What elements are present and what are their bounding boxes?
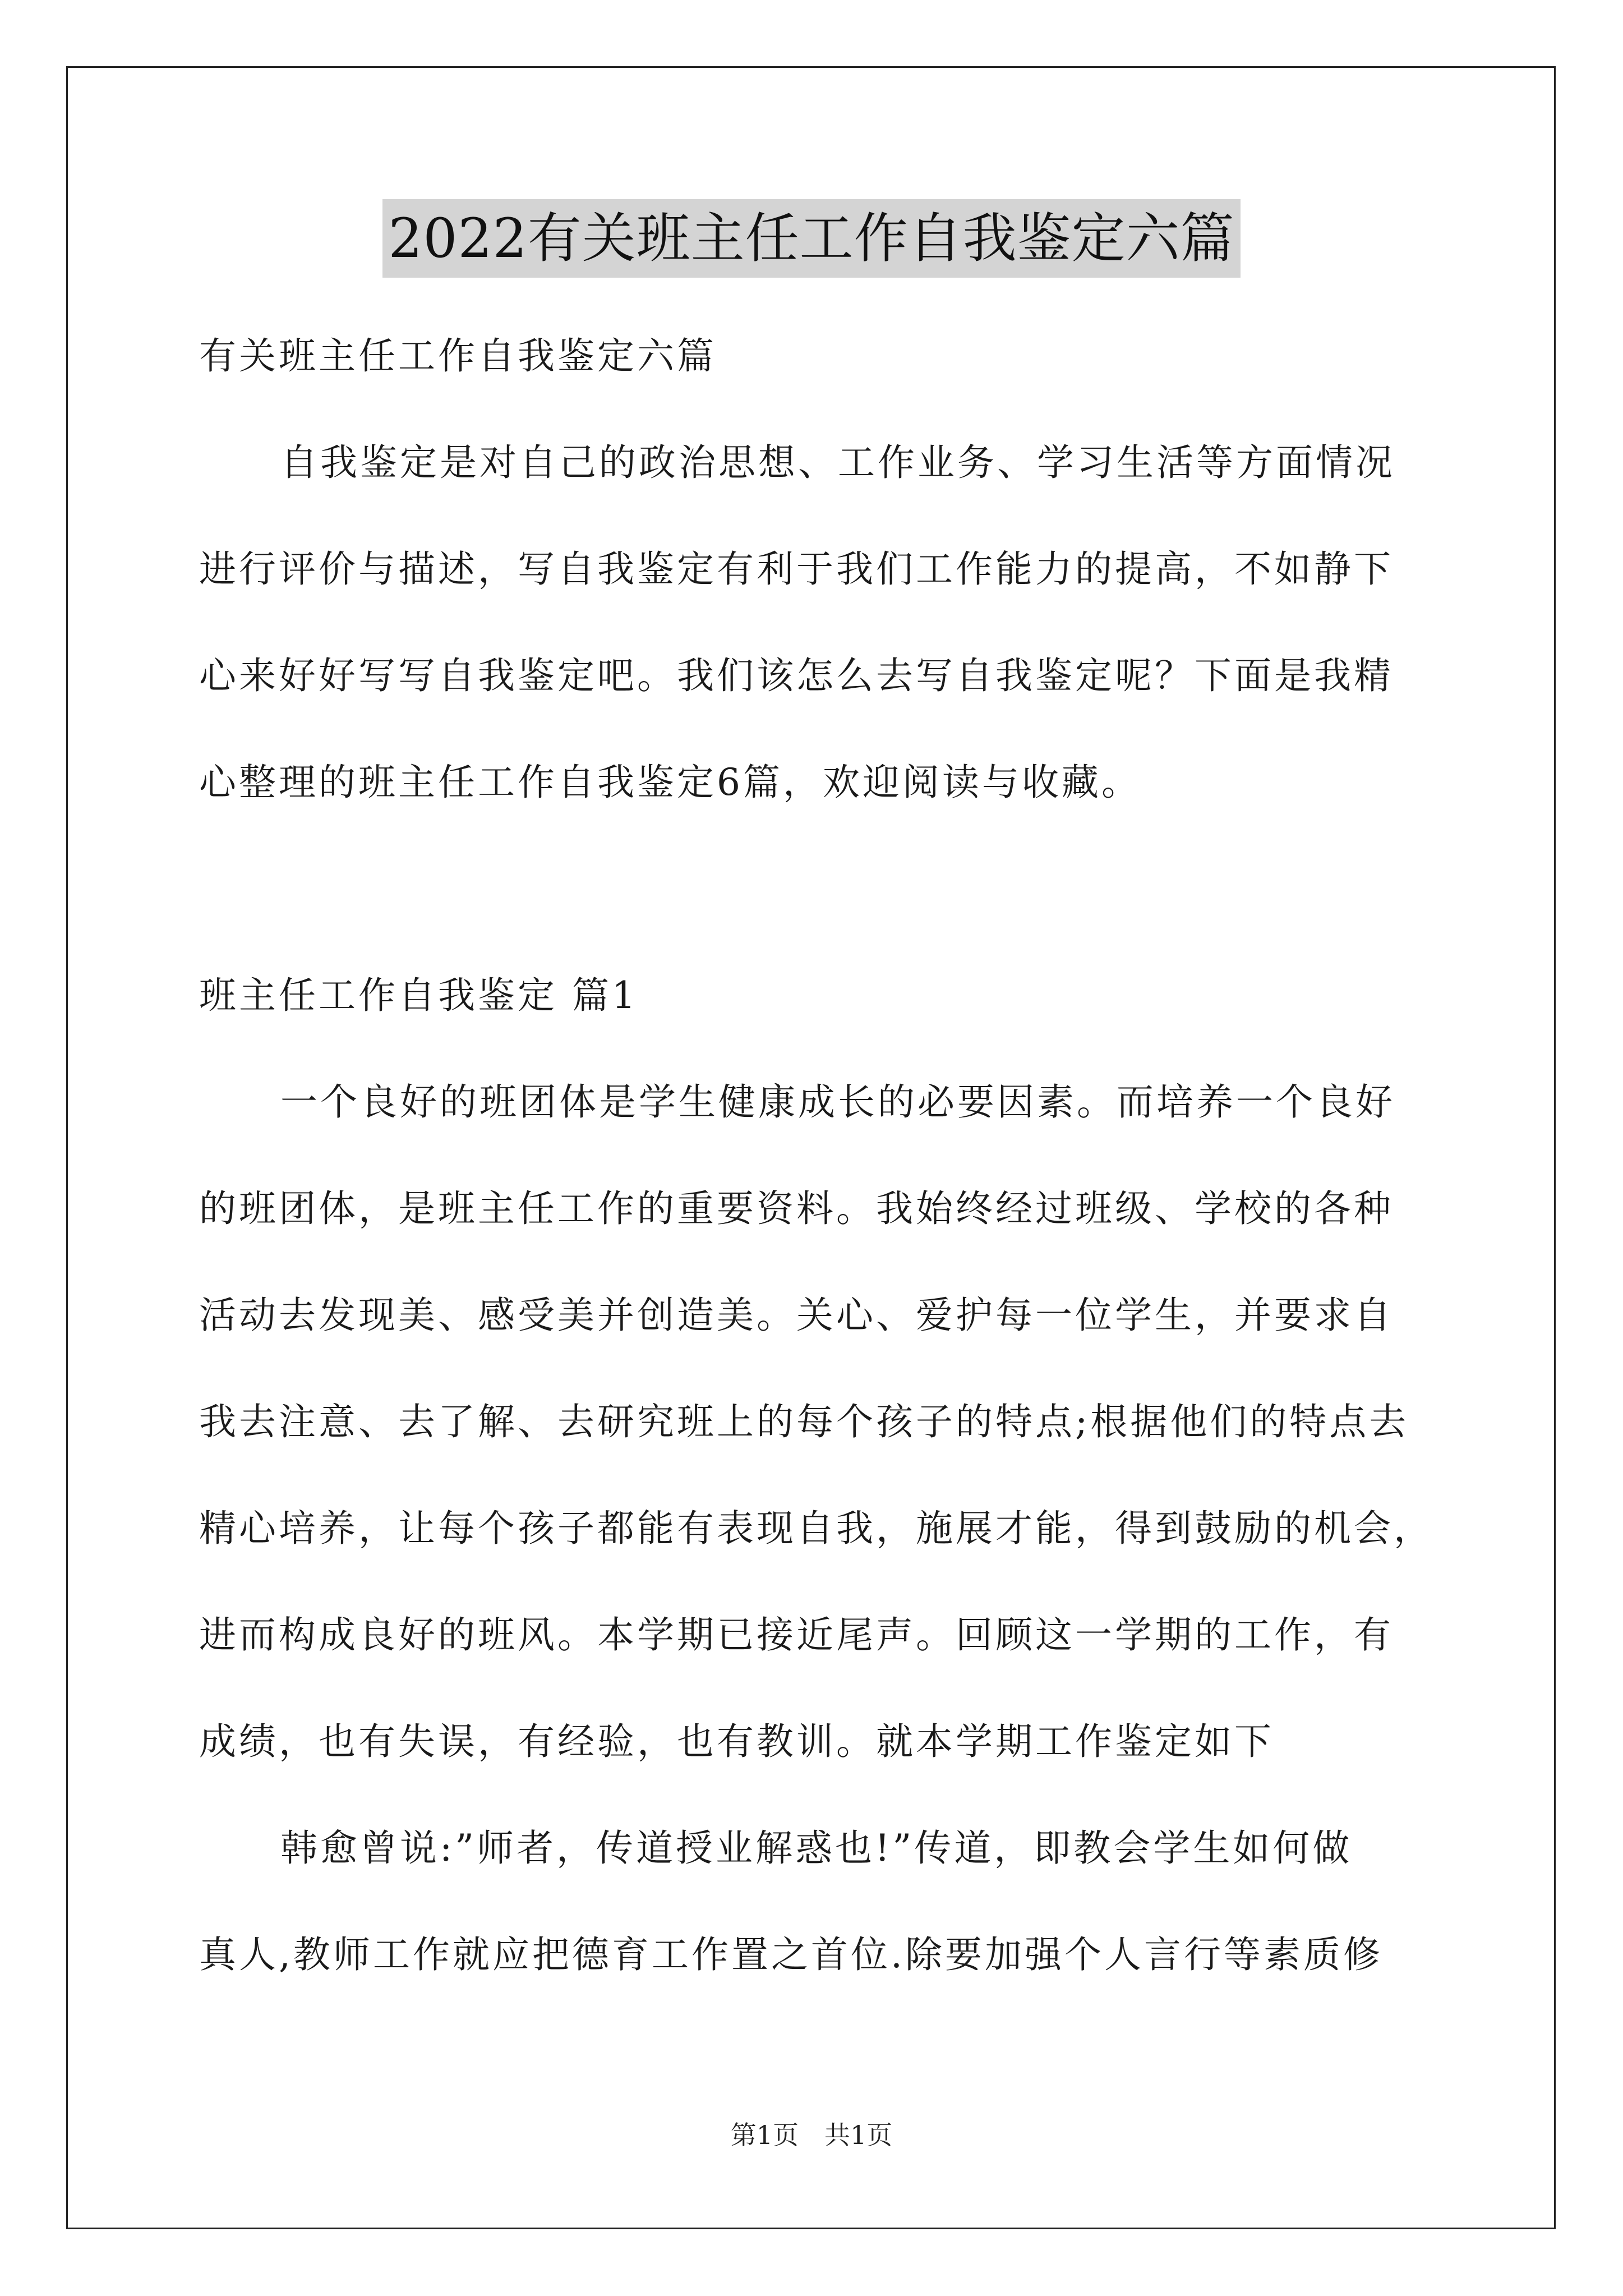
intro-line: 心来好好写写自我鉴定吧。我们该怎么去写自我鉴定呢？下面是我精 (199, 654, 1394, 697)
paragraph-line: 我去注意、去了解、去研究班上的每个孩子的特点;根据他们的特点去 (199, 1400, 1409, 1443)
paragraph-line: 成绩，也有失误，有经验，也有教训。就本学期工作鉴定如下 (199, 1720, 1274, 1763)
title-container (0, 199, 1623, 278)
document-title: 2022有关班主任工作自我鉴定六篇 (382, 199, 1240, 278)
paragraph-line: 一个良好的班团体是学生健康成长的必要因素。而培养一个良好 (280, 1080, 1395, 1124)
intro-line: 心整理的班主任工作自我鉴定6篇，欢迎阅读与收藏。 (199, 761, 1141, 804)
document-subtitle: 有关班主任工作自我鉴定六篇 (199, 334, 717, 378)
paragraph-line: 精心培养，让每个孩子都能有表现自我，施展才能，得到鼓励的机会， (199, 1507, 1433, 1550)
section-heading: 班主任工作自我鉴定 篇1 (199, 974, 638, 1017)
intro-line: 自我鉴定是对自己的政治思想、工作业务、学习生活等方面情况 (280, 441, 1395, 484)
paragraph-line: 真人,教师工作就应把德育工作置之首位.除要加强个人言行等素质修 (199, 1933, 1383, 1976)
document-body (199, 303, 1433, 2008)
spacer (199, 836, 1433, 942)
page-footer: 第1页 共1页 (730, 2120, 893, 2150)
paragraph-line: 的班团体，是班主任工作的重要资料。我始终经过班级、学校的各种 (199, 1187, 1394, 1230)
paragraph-line: 进而构成良好的班风。本学期已接近尾声。回顾这一学期的工作，有 (199, 1613, 1394, 1657)
intro-line: 进行评价与描述，写自我鉴定有利于我们工作能力的提高，不如静下 (199, 547, 1394, 591)
paragraph-line: 韩愈曾说:”师者，传道授业解惑也!”传道，即教会学生如何做 (280, 1826, 1353, 1870)
paragraph-line: 活动去发现美、感受美并创造美。关心、爱护每一位学生，并要求自 (199, 1294, 1394, 1337)
